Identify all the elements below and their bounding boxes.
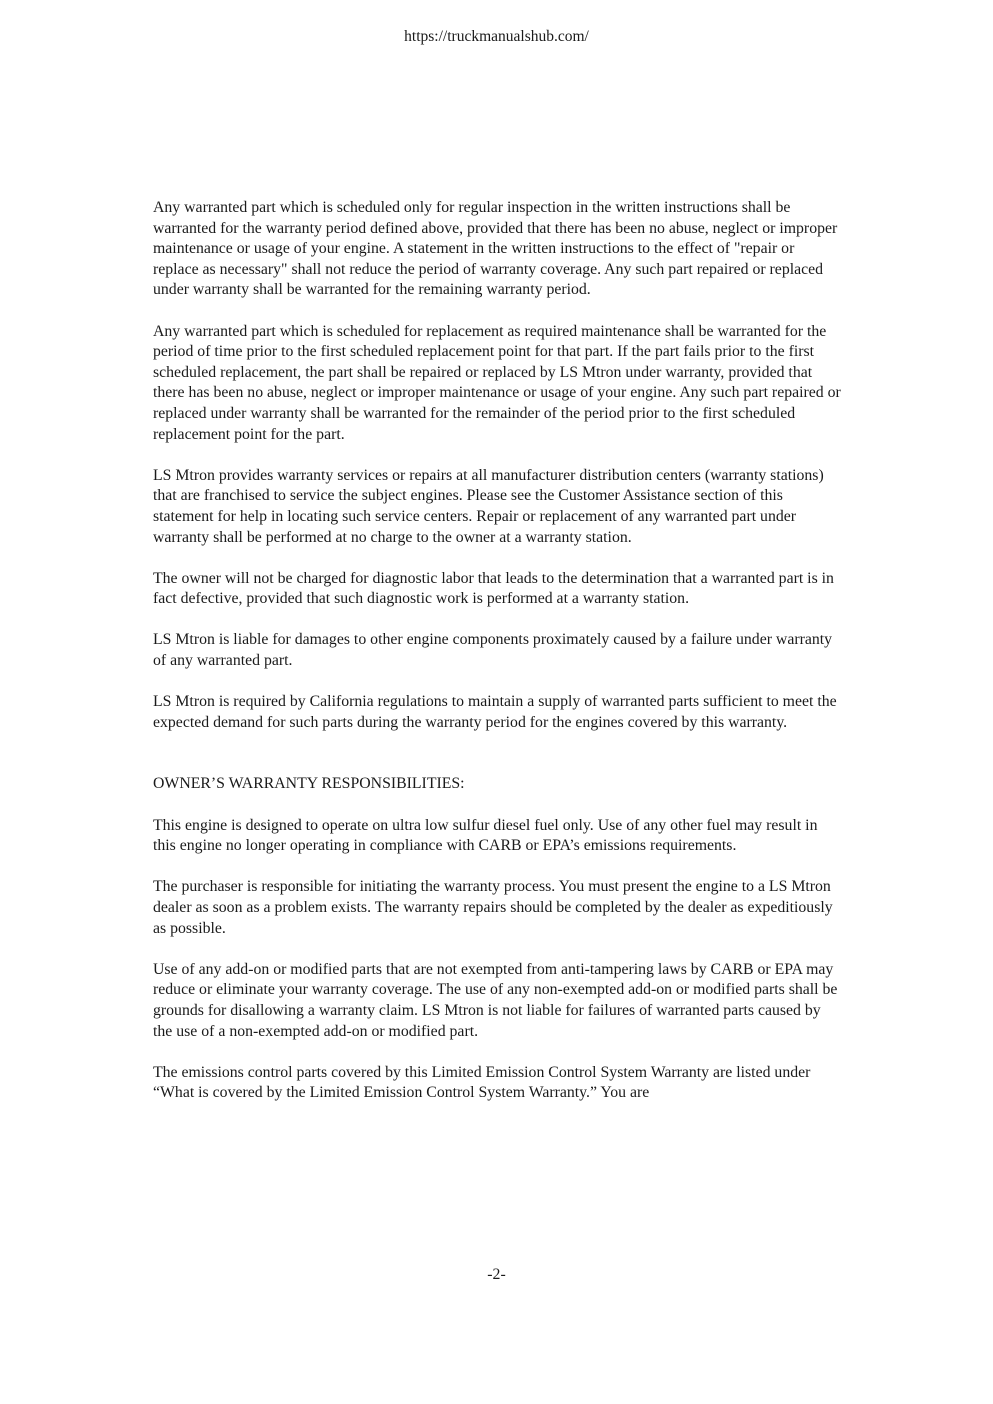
paragraph-covered-parts: The emissions control parts covered by this Limited Emission Control System Warranty are listed under “What is covered by the Limited Emission Control System Warranty.” You are	[153, 1063, 811, 1102]
paragraph-fuel-requirement: This engine is designed to operate on ultra low sulfur diesel fuel only. Use of any other fuel may result in this engine no longer operating in compliance with CARB or EPA’s emissions requirements.	[153, 816, 818, 855]
document-body	[153, 198, 843, 1125]
paragraph-warranty-stations: LS Mtron provides warranty services or repairs at all manufacturer distribution centers (warranty stations) that are franchised to service the subject engines. Please see the Customer Assistance section of this statement for help in locating such service centers. Repair or replacement of any warranted part under warranty shall be performed at no charge to the owner at a warranty station.	[153, 466, 824, 546]
section-heading-owner-responsibilities: OWNER’S WARRANTY RESPONSIBILITIES:	[153, 775, 465, 793]
paragraph-add-on-parts: Use of any add-on or modified parts that are not exempted from anti-tampering laws by CARB or EPA may reduce or eliminate your warranty coverage. The use of any non-exempted add-on or modified parts shall be grounds for disallowing a warranty claim. LS Mtron is not liable for failures of warranted parts caused by the use of a non-exempted add-on or modified part.	[153, 960, 838, 1040]
paragraph-parts-supply: LS Mtron is required by California regulations to maintain a supply of warranted parts sufficient to meet the expected demand for such parts during the warranty period for the engines covered by this warranty.	[153, 693, 837, 731]
page-header-url: https://truckmanualshub.com/	[404, 28, 589, 45]
paragraph-damages-liability: LS Mtron is liable for damages to other engine components proximately caused by a failure under warranty of any warranted part.	[153, 631, 833, 670]
page-number: -2-	[487, 1266, 506, 1283]
paragraph-warranty-process: The purchaser is responsible for initiating the warranty process. You must present the engine to a LS Mtron dealer as soon as a problem exists. The warranty repairs should be completed by the dealer as expeditiously as possible.	[153, 878, 833, 937]
paragraph-replacement-parts: Any warranted part which is scheduled for replacement as required maintenance shall be warranted for the period of time prior to the first scheduled replacement point for that part. If the part fails prior to the first scheduled replacement, the part shall be repaired or replaced by LS Mtron under warranty, provided that there has been no abuse, neglect or improper maintenance or usage of your engine. Any such part repaired or replaced under warranty shall be warranted for the remainder of the period prior to the first scheduled replacement point for the part.	[153, 322, 841, 443]
paragraph-inspection-parts: Any warranted part which is scheduled only for regular inspection in the written instructions shall be warranted for the warranty period defined above, provided that there has been no abuse, neglect or improper maintenance or usage of your engine. A statement in the written instructions to the effect of "repair or replace as necessary" shall not reduce the period of warranty coverage. Any such part repaired or replaced under warranty shall be warranted for the remaining warranty period.	[153, 199, 838, 299]
paragraph-diagnostic-labor: The owner will not be charged for diagnostic labor that leads to the determination that a warranted part is in fact defective, provided that such diagnostic work is performed at a warranty station.	[153, 569, 834, 608]
